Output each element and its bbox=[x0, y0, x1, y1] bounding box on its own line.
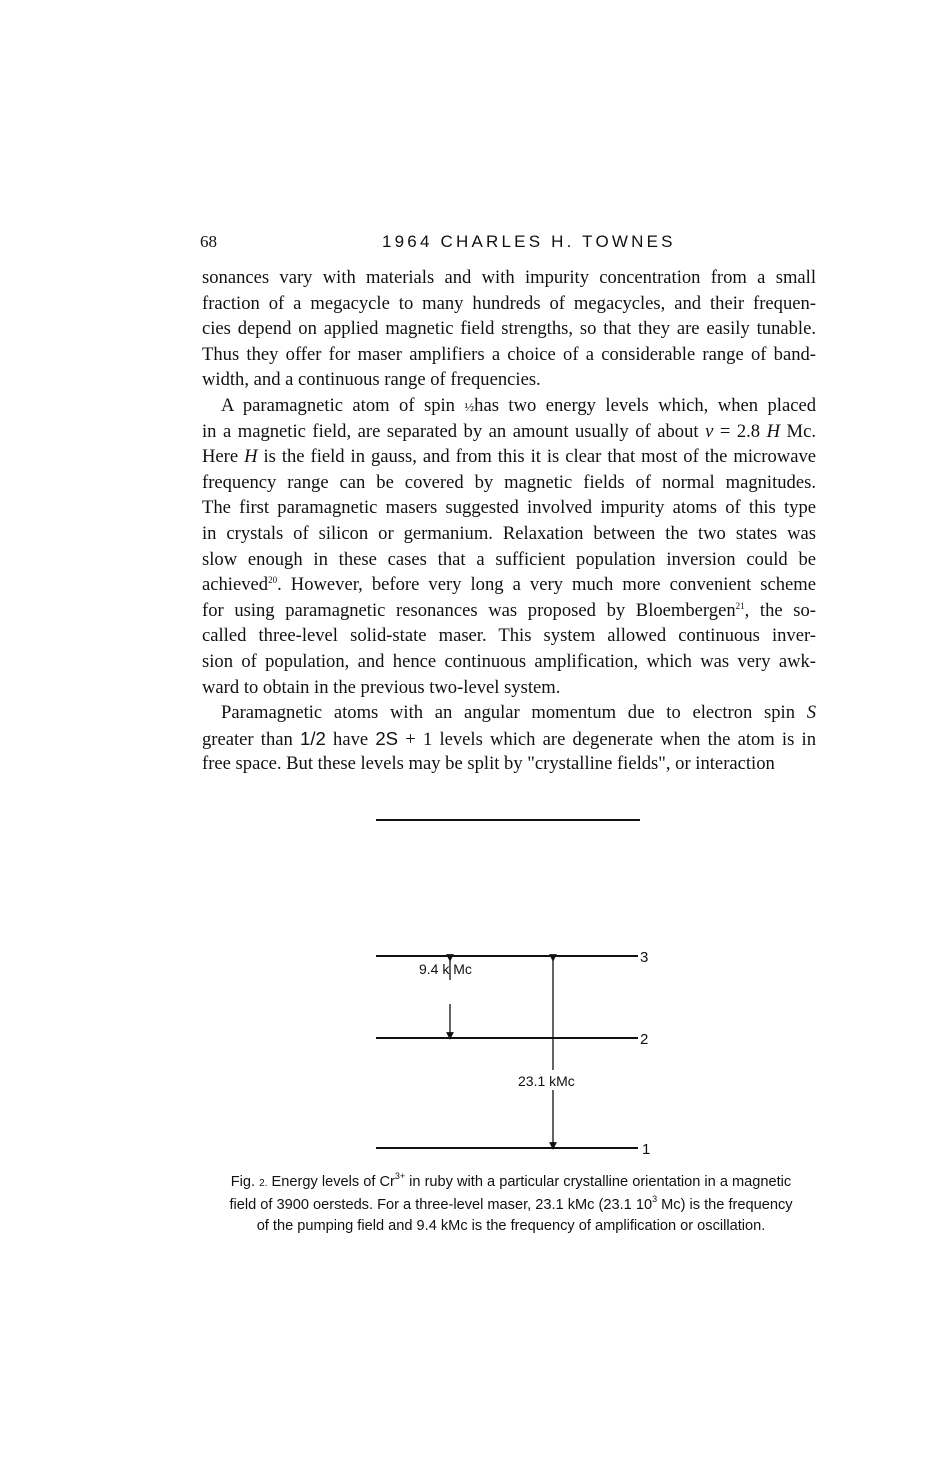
text-line bbox=[202, 393, 816, 419]
page-number: 68 bbox=[200, 232, 217, 251]
text-line: fraction of a megacycle to many hundreds of megacycles, and their frequen- bbox=[202, 292, 816, 314]
text-span: in a magnetic field, are separated by an amount usually of about bbox=[202, 420, 706, 442]
label-9-4-kmc: 9.4 k Mc bbox=[419, 961, 472, 977]
text-line: frequency range can be covered by magnetic fields of normal magnitudes. bbox=[202, 471, 816, 493]
text-line: sonances vary with materials and with impurity concentration from a small bbox=[202, 267, 816, 288]
caption-line bbox=[200, 1172, 822, 1195]
text-line: Thus they offer for maser amplifiers a choice of a considerable range of band- bbox=[202, 343, 816, 365]
caption-line: of the pumping field and 9.4 kMc is the frequency of amplification or oscillation. bbox=[256, 1218, 766, 1234]
text-line bbox=[202, 598, 816, 624]
fraction-half: ½ bbox=[464, 398, 475, 414]
text-span: A paramagnetic atom of spin bbox=[221, 394, 465, 416]
level-label-2: 2 bbox=[640, 1031, 649, 1048]
text-span: = 2.8 bbox=[713, 420, 767, 442]
body-text bbox=[202, 265, 816, 777]
figure-caption bbox=[200, 1172, 822, 1238]
text-span: , the so- bbox=[744, 599, 816, 621]
reference-21: 21 bbox=[735, 600, 745, 611]
text-span: greater than bbox=[202, 728, 300, 750]
level-label-3: 3 bbox=[640, 949, 649, 966]
text-span: Mc. bbox=[780, 420, 816, 442]
two-s-symbol: 2S bbox=[375, 727, 399, 749]
text-line bbox=[202, 419, 816, 445]
fig-number: 2. bbox=[259, 1178, 268, 1189]
text-span: . However, before very long a very much more convenient scheme bbox=[277, 574, 816, 596]
text-line bbox=[202, 572, 816, 598]
figure-top-rule bbox=[376, 819, 640, 821]
text-line: The first paramagnetic masers suggested involved impurity atoms of this type bbox=[202, 497, 816, 519]
exponent: 3 bbox=[652, 1193, 658, 1204]
text-line bbox=[202, 700, 816, 726]
text-span: Paramagnetic atoms with an angular momentum due to electron spin bbox=[221, 702, 807, 724]
text-line bbox=[202, 726, 816, 752]
cr-charge: 3+ bbox=[394, 1171, 406, 1181]
nu-symbol: ν bbox=[705, 420, 714, 442]
caption-line bbox=[200, 1195, 822, 1217]
page-header bbox=[200, 230, 820, 256]
level-label-1: 1 bbox=[642, 1141, 651, 1158]
h-symbol: H bbox=[766, 420, 781, 442]
text-span: for using paramagnetic resonances was proposed by Bloembergen bbox=[202, 599, 736, 621]
text-span: has two energy levels which, when placed bbox=[474, 394, 816, 416]
reference-20: 20 bbox=[268, 575, 278, 586]
h-symbol: H bbox=[244, 446, 258, 468]
text-line: in crystals of silicon or germanium. Relaxation between the two states was bbox=[202, 522, 816, 544]
text-span: Energy levels of Cr bbox=[267, 1174, 395, 1190]
s-symbol: S bbox=[806, 702, 816, 724]
fig-prefix: Fig. bbox=[230, 1174, 260, 1190]
text-line: width, and a continuous range of frequencies. bbox=[202, 369, 541, 391]
text-span: have bbox=[325, 728, 376, 750]
text-line: ward to obtain in the previous two-level system. bbox=[202, 676, 561, 698]
text-line: cies depend on applied magnetic field strengths, so that they are easily tunable. bbox=[202, 318, 816, 340]
running-head: 1964 CHARLES H. TOWNES bbox=[382, 232, 676, 251]
text-span: Here bbox=[202, 446, 245, 468]
text-span: field of 3900 oersteds. For a three-level maser, 23.1 kMc (23.1 10 bbox=[229, 1196, 653, 1213]
text-span: in ruby with a particular crystalline orientation in a magnetic bbox=[405, 1174, 792, 1190]
label-23-1-kmc: 23.1 kMc bbox=[518, 1073, 575, 1089]
text-line: slow enough in these cases that a sufficient population inversion could be bbox=[202, 548, 816, 570]
fraction-one-half: 1/2 bbox=[300, 727, 326, 749]
text-line bbox=[202, 444, 816, 470]
text-span: Mc) is the frequency bbox=[657, 1196, 793, 1213]
text-span: + 1 levels which are degenerate when the atom is in bbox=[398, 728, 816, 750]
text-line: free space. But these levels may be split by "crystalline fields", or interaction bbox=[202, 753, 775, 775]
text-span: achieved bbox=[202, 574, 269, 596]
text-line: called three-level solid-state maser. This system allowed continuous inver- bbox=[202, 625, 816, 647]
text-line: sion of population, and hence continuous amplification, which was very awk- bbox=[202, 650, 816, 672]
text-span: is the field in gauss, and from this it is clear that most of the microwave bbox=[257, 446, 816, 468]
energy-level-diagram bbox=[360, 930, 680, 1160]
